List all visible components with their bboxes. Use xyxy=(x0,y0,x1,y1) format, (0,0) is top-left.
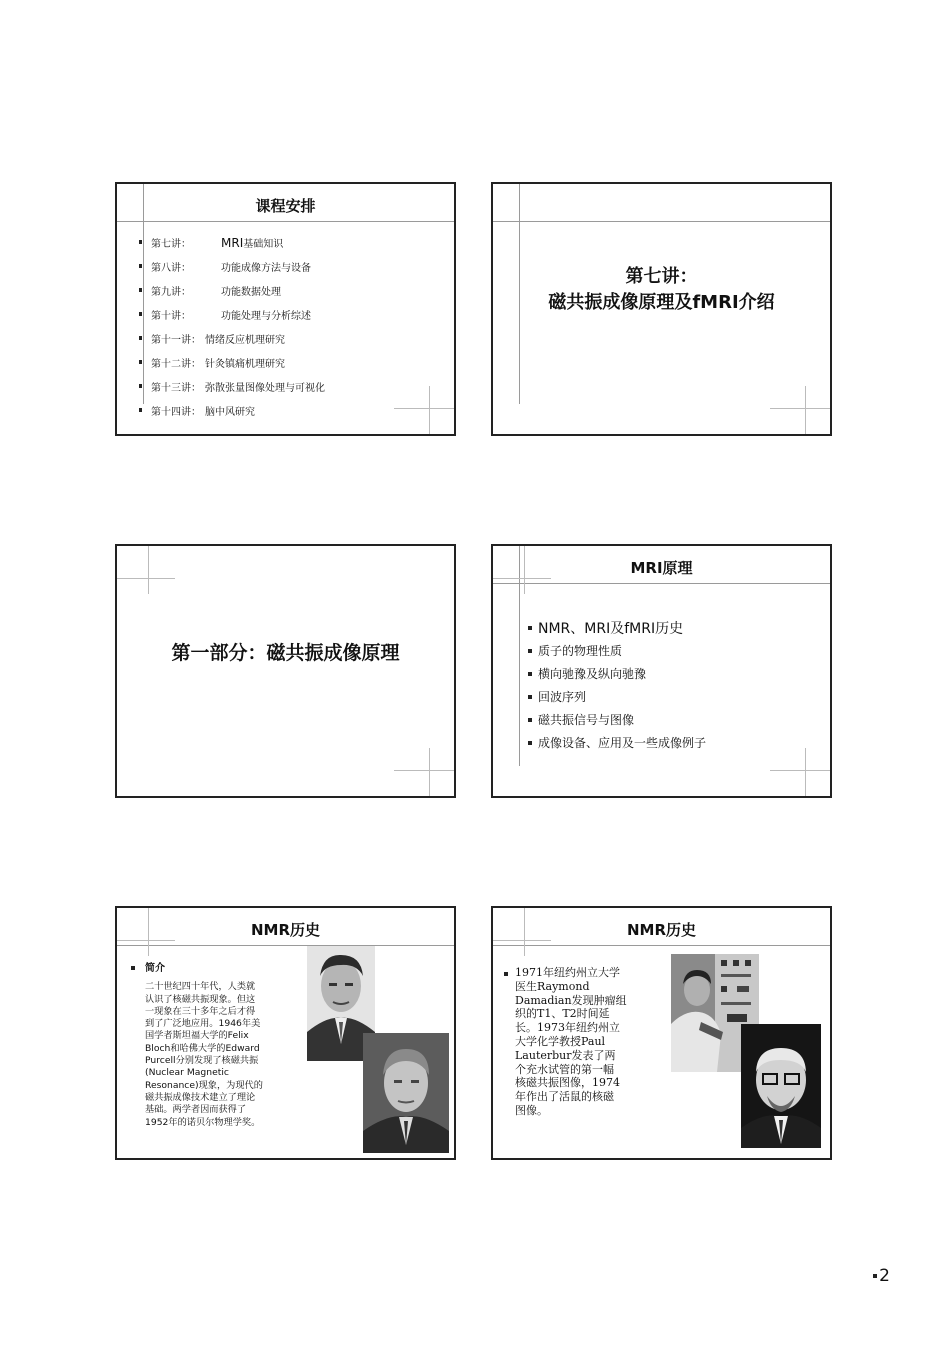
slide-nmr-history-imaging xyxy=(491,906,832,1160)
text-line: 一现象在三十多年之后才得 xyxy=(145,1005,256,1017)
slide-title: NMR历史 xyxy=(626,921,697,939)
bullet-icon xyxy=(139,384,142,388)
text-line: 国学者斯坦福大学的Felix xyxy=(145,1030,249,1042)
text-line: 1971年纽约州立大学 xyxy=(515,966,620,979)
bullet-icon xyxy=(528,626,532,630)
list-item: 回波序列 xyxy=(528,685,706,708)
text-line: 图像。 xyxy=(515,1103,548,1117)
corner-decoration xyxy=(429,386,430,434)
divider-line xyxy=(493,945,830,946)
corner-decoration xyxy=(493,940,551,941)
slide-lecture-title xyxy=(491,182,832,436)
bullet-icon xyxy=(873,1274,877,1278)
corner-decoration xyxy=(117,940,175,941)
bullet-icon xyxy=(139,360,142,364)
divider-line xyxy=(117,945,454,946)
portrait-photo-lauterbur xyxy=(741,1024,821,1148)
part-title: 第一部分：磁共振成像原理 xyxy=(171,642,400,664)
bullet-icon xyxy=(528,741,532,745)
list-item: 第七讲： MRI基础知识 xyxy=(143,230,325,254)
slide-nmr-history-intro xyxy=(115,906,456,1160)
list-item: 第八讲： 功能成像方法与设备 xyxy=(143,254,325,278)
corner-decoration xyxy=(493,578,551,579)
corner-decoration xyxy=(394,770,454,771)
text-line: Bloch和哈佛大学的Edward xyxy=(145,1042,260,1054)
text-line: 织的T1、T2时间延 xyxy=(515,1007,610,1021)
list-item: 横向驰豫及纵向驰豫 xyxy=(528,662,706,685)
text-line: 磁共振成像技术建立了理论 xyxy=(145,1091,256,1103)
bullet-icon xyxy=(139,312,142,316)
text-line: Damadian发现肿瘤组 xyxy=(515,993,627,1007)
intro-text xyxy=(131,963,303,1129)
slide-mri-principles xyxy=(491,544,832,798)
list-item: 第九讲： 功能数据处理 xyxy=(143,278,325,302)
text-line: 认识了核磁共振现象。但这 xyxy=(145,993,256,1005)
corner-decoration xyxy=(394,408,454,409)
corner-decoration xyxy=(770,408,830,409)
page-number: 2 xyxy=(873,1266,890,1286)
bullet-icon xyxy=(528,649,532,653)
list-item: 第十四讲： 脑中风研究 xyxy=(143,398,325,422)
bullet-icon xyxy=(139,288,142,292)
text-line: 年作出了活鼠的核磁 xyxy=(515,1090,614,1104)
divider-line xyxy=(493,583,830,584)
bullet-icon xyxy=(139,408,142,412)
bullet-icon xyxy=(528,718,532,722)
corner-decoration xyxy=(429,748,430,796)
list-item: 第十二讲： 针灸镇痛机理研究 xyxy=(143,350,325,374)
text-line: 医生Raymond xyxy=(515,979,590,993)
bullet-icon xyxy=(139,240,142,244)
corner-decoration xyxy=(805,386,806,434)
text-line: 长。1973年纽约州立 xyxy=(515,1021,620,1035)
history-text xyxy=(515,966,665,1118)
list-item: 磁共振信号与图像 xyxy=(528,708,706,731)
bullet-icon xyxy=(528,672,532,676)
bullet-icon xyxy=(131,966,135,970)
intro-heading: 简介 xyxy=(131,963,303,975)
corner-decoration xyxy=(770,770,830,771)
slide-title: NMR历史 xyxy=(250,921,321,939)
bullet-icon xyxy=(139,336,142,340)
corner-decoration xyxy=(805,748,806,796)
corner-decoration xyxy=(117,578,175,579)
list-item: 质子的物理性质 xyxy=(528,639,706,662)
slide-course-schedule xyxy=(115,182,456,436)
list-item: 第十三讲： 弥散张量图像处理与可视化 xyxy=(143,374,325,398)
portrait-photo-purcell xyxy=(363,1033,449,1153)
slide-title: MRI原理 xyxy=(630,559,693,577)
divider-line xyxy=(117,221,454,222)
bullet-icon xyxy=(504,972,508,976)
list-item: 第十讲： 功能处理与分析综述 xyxy=(143,302,325,326)
text-line: Resonance)现象，为现代的 xyxy=(145,1079,263,1091)
slide-title: 课程安排 xyxy=(255,197,316,215)
topic-list xyxy=(528,616,706,754)
list-item: NMR、MRI及fMRI历史 xyxy=(528,616,706,639)
text-line: 大学化学教授Paul xyxy=(515,1034,606,1048)
bullet-icon xyxy=(139,264,142,268)
lecture-number: 第七讲： xyxy=(625,266,698,287)
list-item: 第十一讲： 情绪反应机理研究 xyxy=(143,326,325,350)
text-line: Purcell分别发现了核磁共振 xyxy=(145,1055,259,1067)
text-line: 核磁共振图像，1974 xyxy=(515,1076,620,1090)
divider-line xyxy=(519,546,520,766)
bullet-icon xyxy=(528,695,532,699)
text-line: 二十世纪四十年代，人类就 xyxy=(145,981,256,993)
corner-decoration xyxy=(148,546,149,594)
text-line: 1952年的诺贝尔物理学奖。 xyxy=(145,1116,261,1128)
text-line: 个充水试管的第一幅 xyxy=(515,1062,614,1076)
text-line: 基础。两学者因而获得了 xyxy=(145,1104,247,1116)
lecture-title: 磁共振成像原理及fMRI介绍 xyxy=(548,292,775,313)
schedule-list xyxy=(143,230,325,422)
slide-part-one xyxy=(115,544,456,798)
text-line: Lauterbur发表了两 xyxy=(515,1048,616,1062)
text-line: (Nuclear Magnetic xyxy=(145,1067,229,1079)
divider-line xyxy=(493,221,830,222)
list-item: 成像设备、应用及一些成像例子 xyxy=(528,731,706,754)
text-line: 到了广泛地应用。1946年美 xyxy=(145,1018,261,1030)
